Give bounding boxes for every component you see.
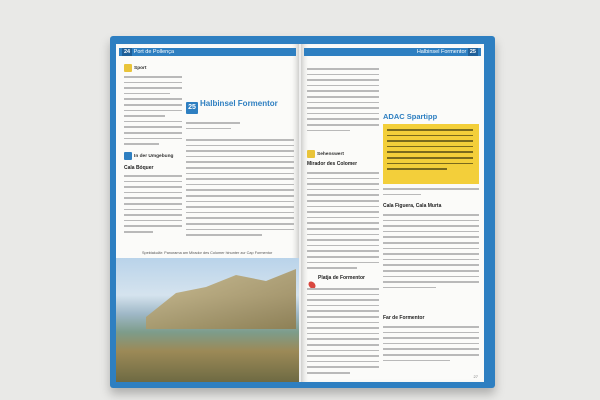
right-page-header bbox=[304, 48, 481, 56]
section-intro bbox=[186, 122, 250, 133]
platja-text bbox=[307, 288, 379, 378]
right-col2-intro bbox=[383, 188, 479, 199]
adac-text bbox=[387, 129, 473, 174]
cala-boquer-title: Cala Bóquer bbox=[124, 165, 154, 171]
far-text bbox=[383, 326, 479, 365]
section-body bbox=[186, 139, 294, 240]
left-page bbox=[116, 44, 299, 382]
sport-tag-label: Sport bbox=[134, 65, 147, 71]
mirador-text bbox=[307, 172, 379, 273]
sport-tag bbox=[124, 64, 147, 72]
far-title: Far de Formentor bbox=[383, 315, 425, 321]
adac-spartipp-title: ADAC Spartipp bbox=[383, 112, 438, 121]
sport-text bbox=[124, 76, 182, 149]
footer-page-number: 27 bbox=[473, 374, 478, 379]
left-page-number: 24 bbox=[124, 49, 131, 55]
platja-title: Platja de Formentor bbox=[318, 275, 365, 281]
cala-figuera-text bbox=[383, 214, 479, 292]
left-header-title: Port de Pollença bbox=[133, 49, 175, 55]
sehenswert-tag-label: Sehenswert bbox=[317, 151, 344, 157]
cala-boquer-text bbox=[124, 175, 182, 237]
section-title-text: Halbinsel Formentor bbox=[200, 99, 278, 108]
sehenswert-tag bbox=[307, 150, 344, 158]
adac-spartipp-box bbox=[383, 124, 479, 184]
photo-caption: Spektakulär: Panorama am Mirador des Colomer hinunter zur Cap Formentor bbox=[142, 251, 273, 255]
section-title bbox=[200, 100, 290, 108]
compass-icon bbox=[124, 152, 132, 160]
sport-icon bbox=[124, 64, 132, 72]
right-page-number: 25 bbox=[469, 49, 476, 55]
right-col1-intro bbox=[307, 68, 379, 135]
umgebung-tag-label: In der Umgebung bbox=[134, 153, 174, 159]
left-page-header bbox=[119, 48, 296, 56]
eye-icon bbox=[307, 150, 315, 158]
mirador-title: Mirador des Colomer bbox=[307, 161, 358, 167]
umgebung-tag bbox=[124, 152, 173, 160]
section-number: 25 bbox=[186, 102, 198, 114]
right-header-title: Halbinsel Formentor bbox=[416, 49, 467, 55]
right-page bbox=[301, 44, 484, 382]
cala-figuera-title: Cala Figuera, Cala Murta bbox=[383, 203, 442, 209]
